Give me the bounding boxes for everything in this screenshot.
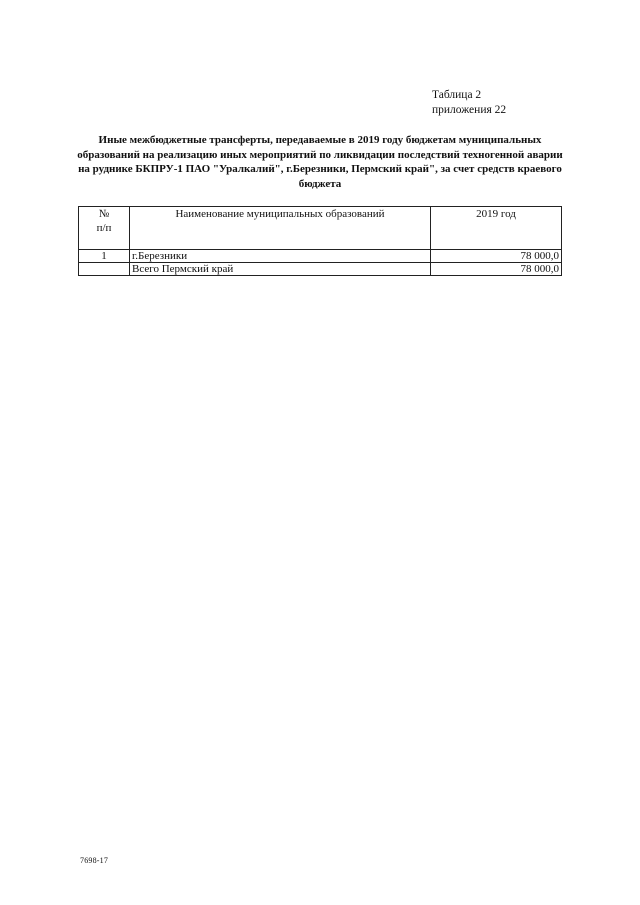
row-municipality: г.Березники [130,250,431,263]
header-number [79,207,130,250]
row-number [79,263,130,276]
header-year: 2019 год [431,207,562,250]
table-row [79,250,562,263]
row-amount: 78 000,0 [431,250,562,263]
document-code: 7698-17 [80,856,109,865]
header-number-line2: п/п [96,222,112,234]
transfers-table [78,206,562,276]
row-amount: 78 000,0 [431,263,562,276]
table-total-row [79,263,562,276]
table-reference [432,88,506,118]
header-number-line1: № [98,208,110,220]
row-number: 1 [79,250,130,263]
row-municipality: Всего Пермский край [130,263,431,276]
document-title: Иные межбюджетные трансферты, передаваемые в 2019 году бюджетам муниципальных образований на реализацию иных мероприятий по ликвидации последствий техногенной аварии на руднике БКПРУ-1 ПАО "Уралкалий", г.Березники, Пермский край", за счет средств краевого бюджета [77,134,563,190]
table-number: Таблица 2 [432,89,482,101]
table-header-row [79,207,562,250]
header-municipality: Наименование муниципальных образований [130,207,431,250]
appendix-number: приложения 22 [432,104,507,116]
